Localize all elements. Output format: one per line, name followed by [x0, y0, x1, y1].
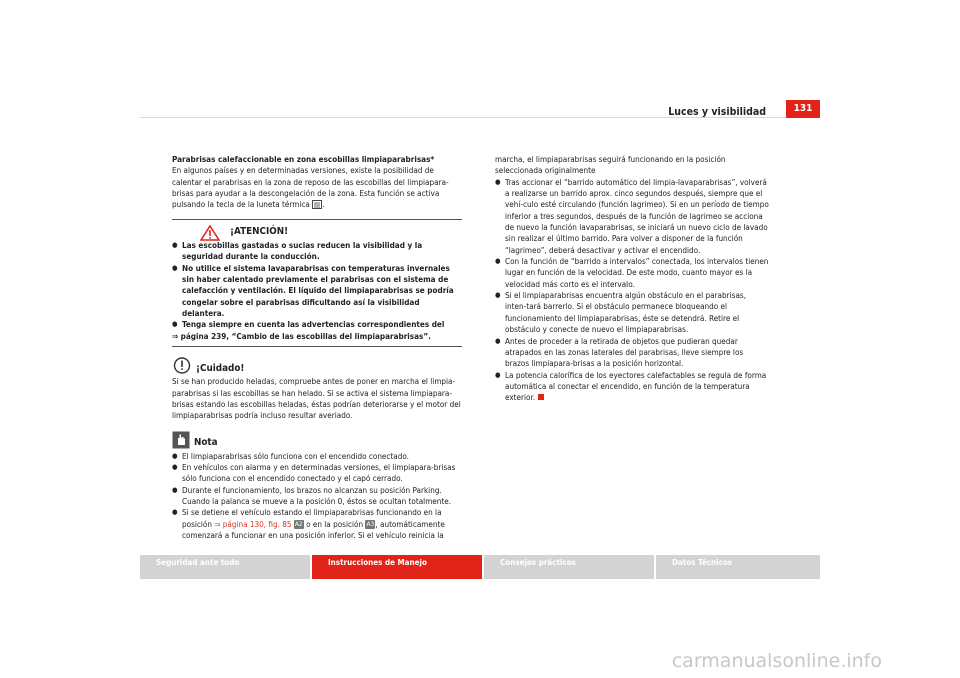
caution-text: Si se han producido heladas, compruebe antes de poner en marcha el limpia-parabrisas si las escobillas se han helado. Si se activa el sistema limpiapara-brisas estando las escobillas heladas, éstas podrían deteriorarse y el motor del limpiaparabrisas podría incluso resultar averiado. [172, 376, 461, 421]
tab-seguridad[interactable]: Seguridad ante todo [140, 555, 310, 579]
continuation-text: marcha, el limpiaparabrisas seguirá funcionando en la posición seleccionada originalmente [495, 154, 726, 176]
warning-item: ● Tenga siempre en cuenta las advertencias correspondientes del [172, 319, 445, 330]
right-column [495, 154, 769, 404]
warning-triangle-icon [200, 225, 220, 241]
list-item: ● Antes de proceder a la retirada de objetos que pudieran quedar atrapados en las zonas laterales del parabrisas, lleve siempre los brazos limpiapara-brisas a la posición horizontal. [495, 335, 744, 369]
page-number-badge: 131 [786, 100, 820, 118]
note-hand-icon [172, 431, 190, 449]
page-header-title: Luces y visibilidad [668, 106, 766, 118]
footer-nav [140, 555, 820, 579]
list-item: ● La potencia calorífica de los eyectores calefactables se regula de forma automática al conectar el encendido, en función de la temperatura exterior. [495, 369, 767, 403]
intro-text: En algunos países y en determinadas versiones, existe la posibilidad de calentar el parabrisas en la zona de reposo de las escobillas del limpiapara-brisas para ayudar a la descongelación de la zona. Esta función se activa pulsando la tecla de la luneta térmica [172, 165, 449, 210]
position-key-a3: A3 [366, 519, 375, 528]
note-item: ● Si se detiene el vehículo estando el limpiaparabrisas funcionando en la posición ⇒ página 130, fig. 85 A2 o en la posición A3, automáticamente comenzará a funcionar en una posición inferior. Si el vehículo reinicia la [172, 507, 445, 540]
tab-consejos[interactable]: Consejos prácticos [484, 555, 654, 579]
left-column [172, 154, 462, 541]
note-header [172, 431, 462, 449]
watermark: carmanualsonline.info [671, 650, 882, 672]
tab-datos[interactable]: Datos Técnicos [656, 555, 820, 579]
warning-reference: ⇒ página 239, “Cambio de las escobillas del limpiaparabrisas”. [172, 330, 431, 341]
warning-title: ¡ATENCIÓN! [230, 225, 289, 237]
warning-item: ● Las escobillas gastadas o sucias reducen la visibilidad y la seguridad durante la conducción. [172, 240, 423, 262]
caution-icon [172, 357, 192, 374]
caution-header [172, 357, 462, 374]
intro-paragraph: En algunos países y en determinadas versiones, existe la posibilidad de calentar el parabrisas en la zona de reposo de las escobillas del limpiapara-brisas para ayudar a la descongelación de la zona. Esta función se activa pulsando la tecla de la luneta térmica . [172, 165, 449, 210]
warning-box [172, 219, 462, 347]
list-item: ● Tras accionar el “barrido automático del limpia-lavaparabrisas”, volverá a realizarse un barrido aprox. cinco segundos después, siempre que el vehí-culo esté circulando (función lagrimeo). Si en un período de tiempo inferior a tres segundos, después de la función de lagrimeo se acciona de nuevo la función lavaparabrisas, se iniciará un nuevo ciclo de lavado sin realizar el último barrido. Para volver a disponer de la función “lagrimeo”, deberá desactivar y activar el encendido. [495, 176, 769, 255]
tab-instrucciones[interactable]: Instrucciones de Manejo [312, 555, 482, 579]
section-heading: Parabrisas calefaccionable en zona escobillas limpiaparabrisas* [172, 154, 435, 164]
rear-window-heater-icon [312, 200, 322, 209]
caution-title: ¡Cuidado! [196, 362, 245, 374]
note-item: ● En vehículos con alarma y en determinadas versiones, el limpiapara-brisas sólo funciona con el encendido conectado y el capó cerrado. [172, 461, 456, 484]
list-item: ● Con la función de “barrido a intervalos” conectada, los intervalos tienen lugar en función de la velocidad. De este modo, cuanto mayor es la velocidad más corto es el intervalo. [495, 256, 769, 289]
position-key-a2: A2 [294, 519, 303, 528]
warning-item: ● No utilice el sistema lavaparabrisas con temperaturas invernales sin haber calentado previamente el parabrisas con el sistema de calefacción y ventilación. El líquido del limpiaparabrisas se podría congelar sobre el parabrisas dificultando así la visibilidad delantera. [172, 262, 454, 319]
page-reference-link[interactable]: ⇒ página 130, fig. 85 [214, 518, 292, 529]
note-item: ● El limpiaparabrisas sólo funciona con el encendido conectado. [172, 450, 409, 461]
note-title: Nota [194, 437, 218, 449]
note-item: ● Durante el funcionamiento, los brazos no alcanzan su posición Parking. Cuando la palanca se mueve a la posición 0, éstos se ocultan totalmente. [172, 484, 452, 506]
end-of-section-mark [538, 394, 544, 400]
list-item: ● Si el limpiaparabrisas encuentra algún obstáculo en el parabrisas, inten-tará barrerlo. Si el obstáculo permanece bloqueando el funcionamiento del limpiaparabrisas, éste se detendrá. Retire el obstáculo y conecte de nuevo el limpiaparabrisas. [495, 290, 747, 335]
